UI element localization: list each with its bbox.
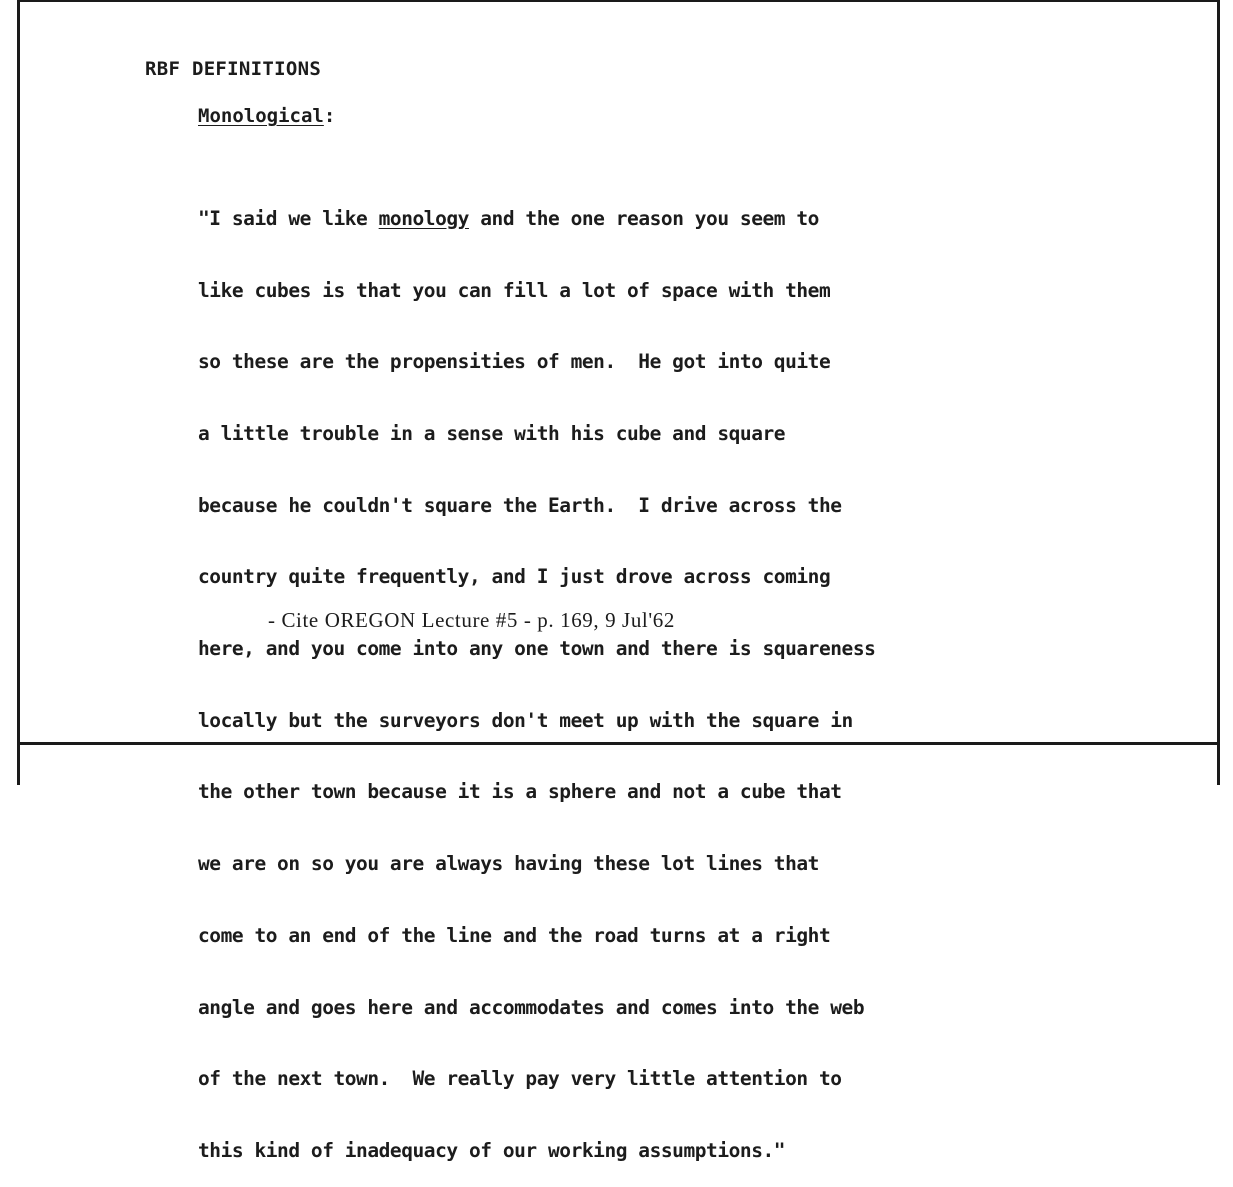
quote-line: come to an end of the line and the road turns at a right: [198, 923, 831, 947]
quote-line: locally but the surveyors don't meet up with the square in: [198, 708, 853, 732]
quote-line-end: and the one reason you seem to: [468, 206, 819, 230]
quote-line: because he couldn't square the Earth. I drive across the: [198, 493, 842, 517]
term-heading: [198, 105, 335, 127]
quote-line: angle and goes here and accommodates and comes into the web: [198, 995, 865, 1019]
quote-line: country quite frequently, and I just drove across coming: [198, 565, 831, 589]
quote-line: like cubes is that you can fill a lot of space with them: [198, 278, 831, 302]
term-label: Monological: [198, 105, 324, 127]
quote-underlined-word: monology: [378, 206, 469, 230]
term-colon: :: [323, 105, 336, 127]
card-header: RBF DEFINITIONS: [145, 58, 322, 80]
quotation: [198, 159, 875, 1187]
quote-line: a little trouble in a sense with his cube and square: [198, 421, 786, 445]
quote-line-start: "I said we like: [198, 206, 379, 230]
quote-line: here, and you come into any one town and there is squareness: [198, 637, 876, 661]
citation: - Cite OREGON Lecture #5 - p. 169, 9 Jul'62: [268, 608, 675, 632]
quote-line: of the next town. We really pay very little attention to: [198, 1067, 842, 1091]
quote-line: so these are the propensities of men. He got into quite: [198, 350, 831, 374]
quote-line: the other town because it is a sphere and not a cube that: [198, 780, 842, 804]
quote-line: we are on so you are always having these lot lines that: [198, 852, 819, 876]
quote-line: this kind of inadequacy of our working assumptions.": [198, 1138, 786, 1162]
quote-line: [198, 207, 875, 231]
